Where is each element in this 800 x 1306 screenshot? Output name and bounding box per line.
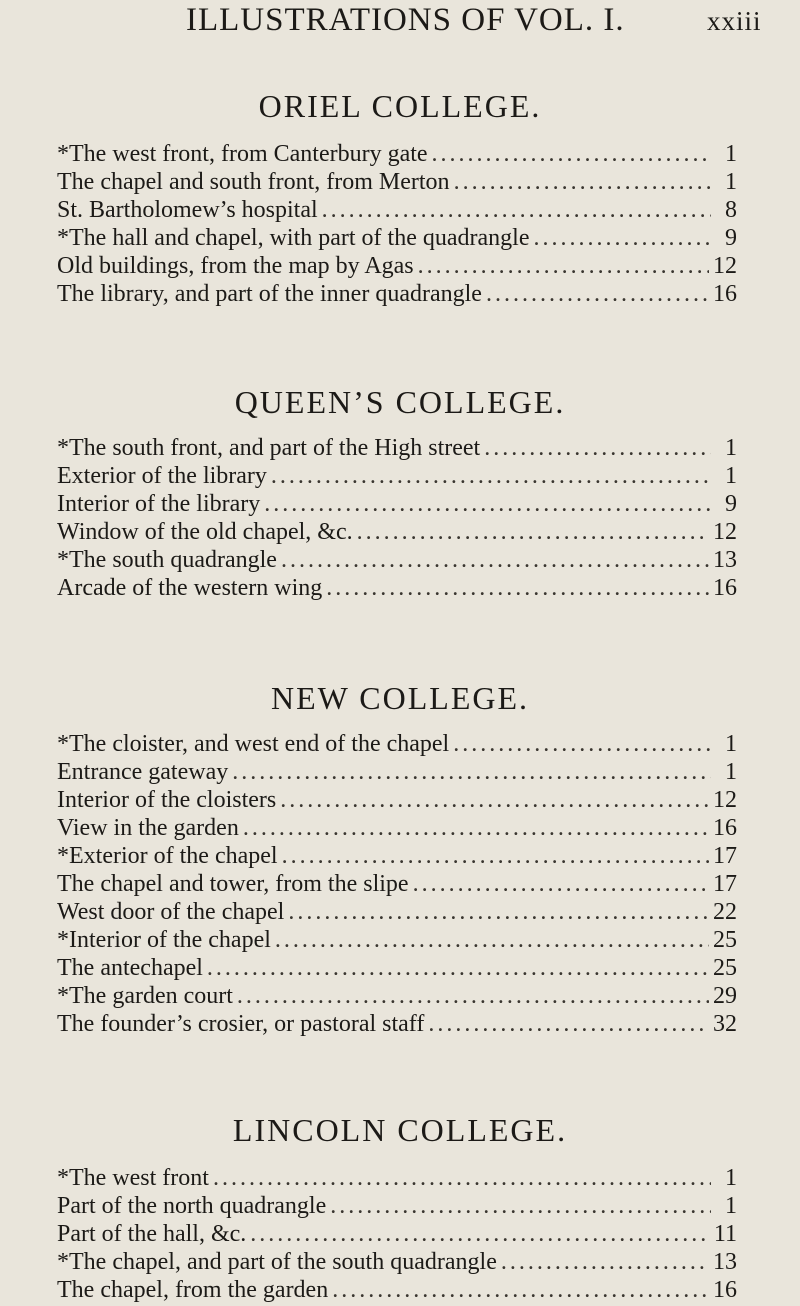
dot-leader bbox=[322, 196, 711, 224]
entry-page-number: 12 bbox=[713, 253, 737, 279]
list-item bbox=[57, 1164, 737, 1192]
entry-page-number: 1 bbox=[725, 731, 737, 757]
entry-title: *Interior of the chapel bbox=[57, 927, 271, 953]
section-heading-queens: QUEEN’S COLLEGE. bbox=[234, 384, 566, 420]
dot-leader bbox=[326, 574, 709, 602]
dot-leader bbox=[281, 546, 709, 574]
dot-leader bbox=[501, 1248, 709, 1276]
list-item bbox=[57, 140, 737, 168]
dot-leader bbox=[413, 870, 709, 898]
entry-page-number: 11 bbox=[713, 1221, 737, 1247]
list-item bbox=[57, 1192, 737, 1220]
dot-leader bbox=[243, 814, 709, 842]
entry-page-number: 16 bbox=[713, 575, 737, 601]
entry-page-number: 13 bbox=[713, 1249, 737, 1275]
entry-page-number: 1 bbox=[725, 169, 737, 195]
dot-leader bbox=[280, 786, 709, 814]
entry-title: *The cloister, and west end of the chapel bbox=[57, 731, 450, 757]
entry-page-number: 8 bbox=[725, 197, 737, 223]
entry-title: *The west front bbox=[57, 1165, 209, 1191]
list-item bbox=[57, 870, 737, 898]
entry-title: West door of the chapel bbox=[57, 899, 285, 925]
entry-page-number: 17 bbox=[713, 871, 737, 897]
list-item bbox=[57, 1248, 737, 1276]
entry-title: St. Bartholomew’s hospital bbox=[57, 197, 318, 223]
list-item bbox=[57, 168, 737, 196]
running-header bbox=[0, 0, 800, 40]
entry-title: *The south quadrangle bbox=[57, 547, 277, 573]
list-item bbox=[57, 224, 737, 252]
entry-title: Entrance gateway bbox=[57, 759, 229, 785]
dot-leader bbox=[275, 926, 709, 954]
entry-title: Window of the old chapel, &c. bbox=[57, 519, 353, 545]
dot-leader bbox=[282, 842, 709, 870]
list-item bbox=[57, 462, 737, 490]
list-item bbox=[57, 574, 737, 602]
list-item bbox=[57, 926, 737, 954]
dot-leader bbox=[332, 1276, 709, 1304]
dot-leader bbox=[454, 168, 711, 196]
entry-title: *The hall and chapel, with part of the quadrangle bbox=[57, 225, 530, 251]
dot-leader bbox=[357, 518, 709, 546]
list-item bbox=[57, 434, 737, 462]
entry-title: Old buildings, from the map by Agas bbox=[57, 253, 414, 279]
entry-list-oriel bbox=[57, 140, 737, 308]
entry-title: *The garden court bbox=[57, 983, 233, 1009]
entry-list-new bbox=[57, 730, 737, 1038]
list-item bbox=[57, 546, 737, 574]
dot-leader bbox=[330, 1192, 711, 1220]
entry-page-number: 25 bbox=[713, 955, 737, 981]
entry-title: The chapel, from the garden bbox=[57, 1277, 329, 1303]
dot-leader bbox=[264, 490, 711, 518]
list-item bbox=[57, 196, 737, 224]
entry-page-number: 1 bbox=[725, 759, 737, 785]
entry-title: Part of the hall, &c. bbox=[57, 1221, 247, 1247]
page-number: xxiii bbox=[707, 6, 762, 36]
entry-title: The chapel and tower, from the slipe bbox=[57, 871, 409, 897]
list-item bbox=[57, 758, 737, 786]
entry-title: The library, and part of the inner quadrangle bbox=[57, 281, 482, 307]
entry-page-number: 1 bbox=[725, 141, 737, 167]
entry-page-number: 13 bbox=[713, 547, 737, 573]
list-item bbox=[57, 252, 737, 280]
entry-title: View in the garden bbox=[57, 815, 239, 841]
entry-page-number: 16 bbox=[713, 281, 737, 307]
entry-page-number: 12 bbox=[713, 787, 737, 813]
list-item bbox=[57, 982, 737, 1010]
list-item bbox=[57, 898, 737, 926]
dot-leader bbox=[484, 434, 711, 462]
dot-leader bbox=[232, 758, 711, 786]
entry-title: *The chapel, and part of the south quadrangle bbox=[57, 1249, 497, 1275]
list-item bbox=[57, 518, 737, 546]
list-item bbox=[57, 842, 737, 870]
entry-page-number: 29 bbox=[713, 983, 737, 1009]
section-heading-new: NEW COLLEGE. bbox=[270, 680, 530, 716]
entry-list-queens bbox=[57, 434, 737, 602]
entry-title: Interior of the cloisters bbox=[57, 787, 277, 813]
dot-leader bbox=[207, 954, 709, 982]
entry-page-number: 1 bbox=[725, 435, 737, 461]
entry-page-number: 1 bbox=[725, 1165, 737, 1191]
entry-title: Part of the north quadrangle bbox=[57, 1193, 327, 1219]
entry-page-number: 12 bbox=[713, 519, 737, 545]
entry-title: *The west front, from Canterbury gate bbox=[57, 141, 428, 167]
list-item bbox=[57, 1010, 737, 1038]
dot-leader bbox=[453, 730, 711, 758]
entry-title: The antechapel bbox=[57, 955, 203, 981]
dot-leader bbox=[486, 280, 709, 308]
entry-page-number: 16 bbox=[713, 815, 737, 841]
list-item bbox=[57, 730, 737, 758]
entry-page-number: 9 bbox=[725, 491, 737, 517]
list-item bbox=[57, 1276, 737, 1304]
entry-page-number: 16 bbox=[713, 1277, 737, 1303]
section-heading-lincoln: LINCOLN COLLEGE. bbox=[232, 1112, 568, 1148]
dot-leader bbox=[432, 140, 711, 168]
list-item bbox=[57, 954, 737, 982]
entry-title: The chapel and south front, from Merton bbox=[57, 169, 450, 195]
dot-leader bbox=[271, 462, 711, 490]
entry-title: Arcade of the western wing bbox=[57, 575, 323, 601]
entry-page-number: 1 bbox=[725, 463, 737, 489]
entry-title: *Exterior of the chapel bbox=[57, 843, 278, 869]
list-item bbox=[57, 786, 737, 814]
list-item bbox=[57, 814, 737, 842]
entry-title: Exterior of the library bbox=[57, 463, 267, 489]
dot-leader bbox=[534, 224, 712, 252]
entry-page-number: 1 bbox=[725, 1193, 737, 1219]
dot-leader bbox=[428, 1010, 709, 1038]
list-item bbox=[57, 1220, 737, 1248]
entry-page-number: 32 bbox=[713, 1011, 737, 1037]
entry-page-number: 25 bbox=[713, 927, 737, 953]
entry-title: The founder’s crosier, or pastoral staff bbox=[57, 1011, 425, 1037]
dot-leader bbox=[237, 982, 709, 1010]
entry-list-lincoln bbox=[57, 1164, 737, 1304]
entry-title: *The south front, and part of the High street bbox=[57, 435, 481, 461]
dot-leader bbox=[418, 252, 709, 280]
entry-title: Interior of the library bbox=[57, 491, 261, 517]
entry-page-number: 22 bbox=[713, 899, 737, 925]
running-title: ILLUSTRATIONS OF VOL. I. bbox=[186, 2, 625, 38]
section-heading-oriel: ORIEL COLLEGE. bbox=[258, 88, 542, 124]
entry-page-number: 17 bbox=[713, 843, 737, 869]
list-item bbox=[57, 490, 737, 518]
dot-leader bbox=[288, 898, 709, 926]
list-item bbox=[57, 280, 737, 308]
dot-leader bbox=[213, 1164, 711, 1192]
entry-page-number: 9 bbox=[725, 225, 737, 251]
dot-leader bbox=[250, 1220, 710, 1248]
